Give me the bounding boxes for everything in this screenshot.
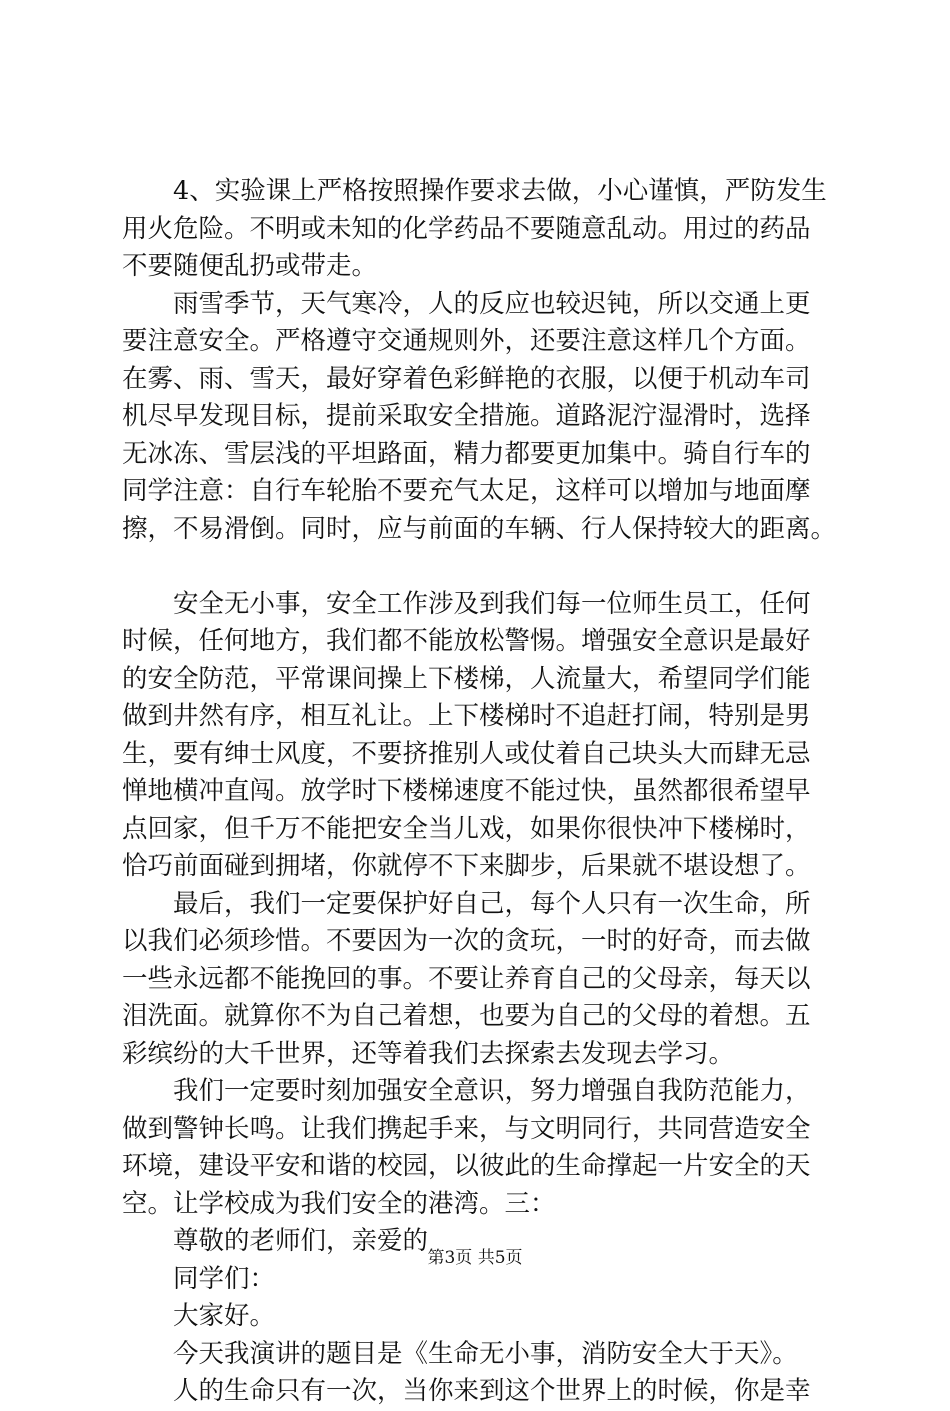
page-footer: 第3页 共5页 [427,1248,523,1268]
text-line: 一些永远都不能挽回的事。不要让养育自己的父母亲，每天以 [122,963,811,994]
text-line: 环境，建设平安和谐的校园，以彼此的生命撑起一片安全的天 [122,1151,811,1181]
text-line: 彩缤纷的大千世界，还等着我们去探索去发现去学习。 [122,1038,735,1069]
blank-line [122,548,842,586]
text-line: 擦，不易滑倒。同时，应与前面的车辆、行人保持较大的距离。 [122,513,837,544]
text-line: 用火危险。不明或未知的化学药品不要随意乱动。用过的药品 [122,213,811,244]
text-line: 同学们： [122,1263,276,1294]
text-line: 惮地横冲直闯。放学时下楼梯速度不能过快，虽然都很希望早 [122,776,811,806]
text-line: 无冰冻、雪层浅的平坦路面，精力都要更加集中。骑自行车的 [122,438,811,469]
text-line: 尊敬的老师们，亲爱的 [122,1226,429,1256]
text-line: 时候，任何地方，我们都不能放松警惕。增强安全意识是最好 [122,626,811,656]
text-line: 做到警钟长鸣。让我们携起手来，与文明同行，共同营造安全 [122,1113,811,1144]
text-line: 机尽早发现目标，提前采取安全措施。道路泥泞湿滑时，选择 [122,401,811,431]
body-text [122,173,842,1411]
text-line: 不要随便乱扔或带走。 [122,251,378,281]
text-line: 人的生命只有一次，当你来到这个世界上的时候，你是幸 [122,1376,811,1406]
text-line: 生，要有绅士风度，不要挤推别人或仗着自己块头大而肆无忌 [122,738,811,769]
text-line: 安全无小事，安全工作涉及到我们每一位师生员工，任何 [122,588,811,619]
text-line: 我们一定要时刻加强安全意识，努力增强自我防范能力， [122,1076,811,1106]
text-line: 点回家，但千万不能把安全当儿戏，如果你很快冲下楼梯时， [122,813,811,844]
text-line: 泪洗面。就算你不为自己着想，也要为自己的父母的着想。五 [122,1001,811,1031]
text-line: 同学注意：自行车轮胎不要充气太足，这样可以增加与地面摩 [122,476,811,506]
text-line: 今天我演讲的题目是《生命无小事，消防安全大于天》。 [122,1338,798,1369]
text-line: 在雾、雨、雪天，最好穿着色彩鲜艳的衣服，以便于机动车司 [122,363,811,394]
text-line: 最后，我们一定要保护好自己，每个人只有一次生命，所 [122,888,811,919]
text-line: 的安全防范，平常课间操上下楼梯，人流量大，希望同学们能 [122,663,811,694]
text-line: 大家好。 [122,1301,276,1331]
text-line: 恰巧前面碰到拥堵，你就停不下来脚步，后果就不堪设想了。 [122,851,811,881]
text-line: 雨雪季节，天气寒冷，人的反应也较迟钝，所以交通上更 [122,288,811,319]
text-line: 做到井然有序，相互礼让。上下楼梯时不追赶打闹，特别是男 [122,701,811,731]
text-line: 要注意安全。严格遵守交通规则外，还要注意这样几个方面。 [122,326,811,356]
text-line: 4、实验课上严格按照操作要求去做，小心谨慎，严防发生 [122,176,827,206]
text-line: 以我们必须珍惜。不要因为一次的贪玩，一时的好奇，而去做 [122,926,811,956]
text-line: 空。让学校成为我们安全的港湾。三： [122,1188,556,1219]
